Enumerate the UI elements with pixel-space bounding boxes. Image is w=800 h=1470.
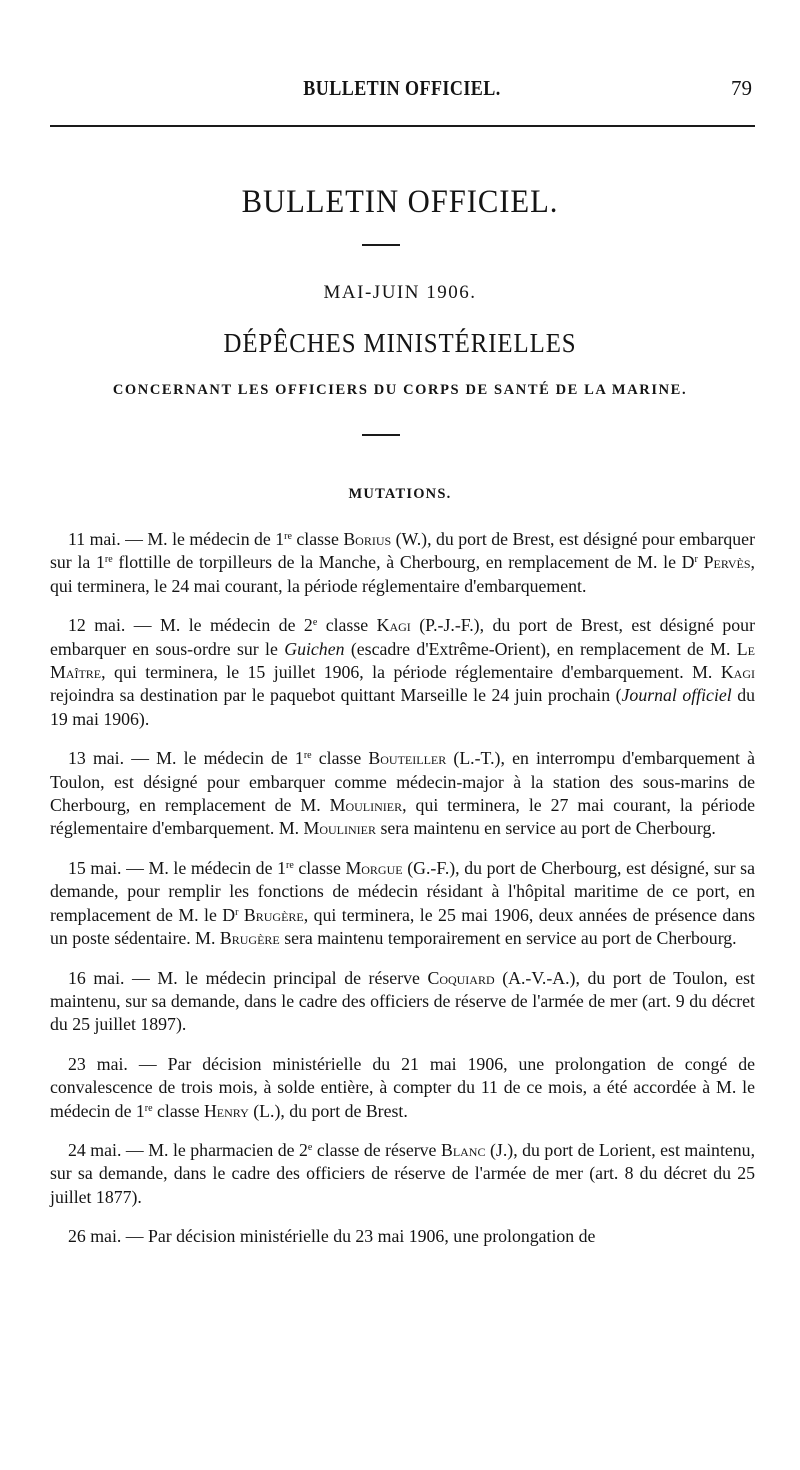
person-name: Borius bbox=[343, 529, 392, 549]
entry-13-mai: 13 mai. — M. le médecin de 1re classe Bouteiller (L.-T.), en interrompu d'embarquement à Toulon, est désigné pour embarquer comme médecin-major à la station des sous-marins de Cherbourg, en remplacement de M. Moulinier, qui terminera, le 27 mai courant, la période réglementaire d'embarquement. M. Moulinier sera maintenu en service au port de Cherbourg. bbox=[50, 748, 755, 839]
ship-name: Guichen bbox=[284, 638, 345, 659]
entry-15-mai: 15 mai. — M. le médecin de 1re classe Morgue (G.-F.), du port de Cherbourg, est désigné, sur sa demande, pour remplir les fonctions de médecin résidant à l'hôpital maritime de ce port, en remplacement de M. le $D^r$ Brugère, qui terminera, le 25 mai 1906, deux années de présence dans un poste sédentaire. M. Brugère sera maintenu temporairement en service au port de Cherbourg. bbox=[50, 857, 755, 949]
running-header bbox=[52, 76, 752, 104]
person-name: Henry bbox=[203, 1100, 249, 1121]
entries-list bbox=[50, 528, 755, 1265]
person-name: Morgue bbox=[345, 857, 403, 878]
date-line: MAI-JUIN 1906. bbox=[323, 282, 477, 303]
publication-name: Journal officiel bbox=[621, 685, 732, 706]
person-name: Brugère bbox=[243, 904, 304, 925]
section-rule bbox=[362, 434, 400, 436]
person-name: Le Maître bbox=[50, 638, 755, 683]
section-title: DÉPÊCHES MINISTÉRIELLES bbox=[223, 328, 577, 358]
entry-26-mai: 26 mai. — Par décision ministérielle du 23 mai 1906, une prolongation de bbox=[68, 1226, 596, 1247]
person-name: Moulinier bbox=[329, 795, 403, 816]
person-name: Coquiard bbox=[427, 967, 495, 988]
person-name: Pervès bbox=[703, 552, 751, 573]
person-name: Bouteiller bbox=[368, 748, 447, 769]
person-name: Moulinier bbox=[303, 818, 376, 839]
person-name: Kagi bbox=[376, 615, 411, 636]
entry-16-mai: 16 mai. — M. le médecin principal de réserve Coquiard (A.-V.-A.), du port de Toulon, est maintenu, sur sa demande, dans le cadre des officiers de réserve de l'armée de mer (art. 9 du décret du 25 juillet 1897). bbox=[50, 967, 755, 1035]
mutations-heading: MUTATIONS. bbox=[348, 486, 452, 502]
entry-11-mai: 11 mai. — M. le médecin de 1re classe Borius (W.), du port de Brest, est désigné pour embarquer sur la 1re flottille de torpilleurs de la Manche, à Cherbourg, en remplacement de M. le $D^r$ Pervès, qui terminera, le 24 mai courant, la période réglementaire d'embarquement. bbox=[50, 529, 755, 596]
running-title: BULLETIN OFFICIEL. bbox=[303, 76, 501, 100]
section-subtitle: CONCERNANT LES OFFICIERS DU CORPS DE SANTÉ DE LA MARINE. bbox=[112, 382, 688, 398]
page-title: BULLETIN OFFICIEL. bbox=[241, 184, 559, 220]
person-name: Blanc bbox=[440, 1139, 486, 1160]
person-name: Kagi bbox=[720, 662, 755, 683]
person-name: Brugère bbox=[219, 928, 280, 949]
entry-24-mai: 24 mai. — M. le pharmacien de 2e classe de réserve Blanc (J.), du port de Lorient, est maintenu, sur sa demande, dans le cadre des officiers de réserve de l'armée de mer (art. 8 du décret du 25 juillet 1877). bbox=[50, 1139, 756, 1207]
page-number: 79 bbox=[731, 76, 752, 100]
header-rule bbox=[50, 125, 755, 127]
title-rule bbox=[362, 244, 400, 246]
entry-23-mai: 23 mai. — Par décision ministérielle du 21 mai 1906, une prolongation de congé de convalescence de trois mois, à solde entière, à compter du 11 de ce mois, a été accordée à M. le médecin de 1re classe Henry (L.), du port de Brest. bbox=[50, 1053, 755, 1121]
entry-12-mai: 12 mai. — M. le médecin de 2e classe Kagi (P.-J.-F.), du port de Brest, est désigné pour embarquer en sous-ordre sur le Guichen (escadre d'Extrême-Orient), en remplacement de M. Le Maître, qui terminera, le 15 juillet 1906, la période réglementaire d'embarquement. M. Kagi rejoindra sa destination par le paquebot quittant Marseille le 24 juin prochain (Journal officiel du 19 mai 1906). bbox=[50, 615, 755, 729]
